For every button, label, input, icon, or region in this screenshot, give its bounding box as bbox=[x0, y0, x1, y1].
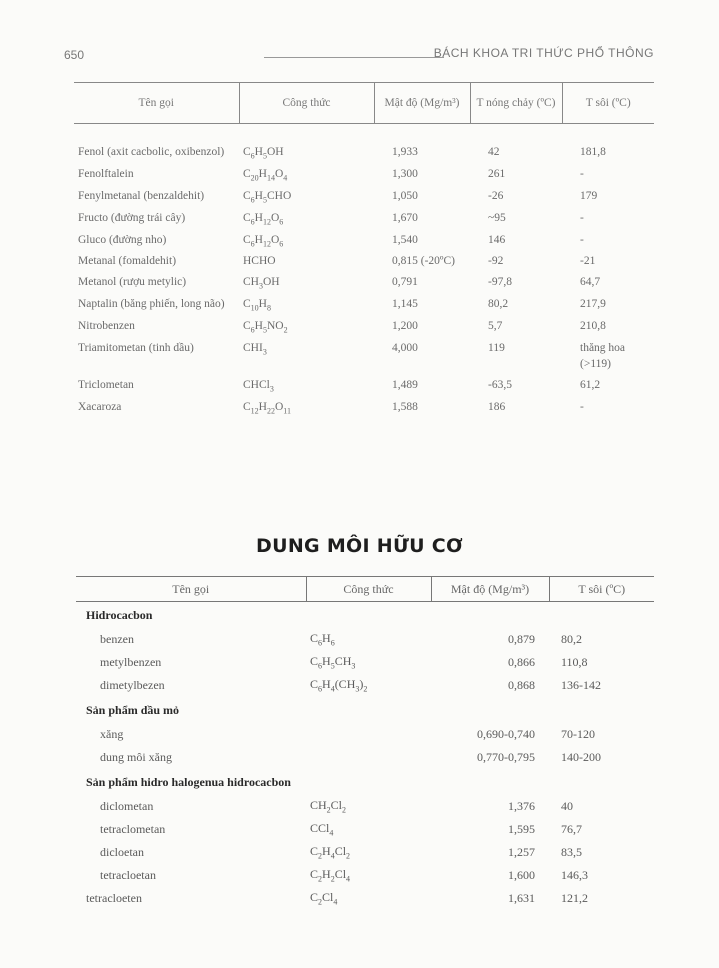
solvent-density: 0,866 bbox=[508, 655, 535, 669]
compound-density: 1,200 bbox=[392, 319, 418, 332]
solvent-name: tetraclometan bbox=[100, 822, 166, 836]
compound-density: 1,588 bbox=[392, 401, 418, 414]
compound-name: Fructo (đường trái cây) bbox=[78, 211, 186, 224]
solvent-formula: $C_2H_2Cl_4$ bbox=[310, 867, 351, 884]
solvent-formula: CCl$_4$ bbox=[310, 821, 334, 838]
solvent-density: 0,690-0,740 bbox=[477, 727, 535, 741]
compound-boiling: 179 bbox=[580, 189, 598, 202]
table-row bbox=[74, 397, 654, 419]
compound-name: Xacaroza bbox=[78, 401, 122, 414]
compound-name: Metanol (rượu metylic) bbox=[78, 276, 187, 289]
solvent-name: dimetylbezen bbox=[100, 678, 165, 692]
compound-melting: 119 bbox=[488, 341, 505, 354]
solvent-boiling: 83,5 bbox=[561, 845, 582, 859]
compound-boiling: 181,8 bbox=[580, 146, 606, 158]
compound-density: 1,300 bbox=[392, 167, 418, 180]
solvent-name: tetracloeten bbox=[86, 891, 142, 905]
col-density: Mật độ (Mg/m³) bbox=[431, 577, 549, 602]
compound-name: Metanal (fomaldehit) bbox=[78, 255, 177, 268]
compound-name: Nitrobenzen bbox=[78, 319, 135, 332]
compound-formula: $C_6H_5CHO$ bbox=[243, 189, 292, 205]
col-boiling: T sôi (ºC) bbox=[549, 577, 654, 602]
compound-density: 1,050 bbox=[392, 189, 418, 202]
compound-density: 1,145 bbox=[392, 298, 418, 311]
table-row bbox=[76, 864, 654, 887]
table-row bbox=[74, 294, 654, 316]
compound-formula: HCHO bbox=[243, 255, 276, 268]
compound-melting: -97,8 bbox=[488, 276, 512, 289]
table-row bbox=[74, 251, 654, 272]
table-row bbox=[74, 124, 654, 164]
compound-melting: 261 bbox=[488, 167, 506, 180]
solvent-formula: $C_6H_6$ bbox=[310, 631, 335, 648]
compound-name: Gluco (đường nho) bbox=[78, 233, 167, 246]
col-melting: T nóng chảy (ºC) bbox=[470, 83, 562, 124]
compound-name: Fenol (axit cacbolic, oxibenzol) bbox=[78, 146, 225, 158]
solvent-density: 1,600 bbox=[508, 868, 535, 882]
compound-density: 4,000 bbox=[392, 341, 418, 354]
solvent-name: dung môi xăng bbox=[100, 750, 172, 764]
table-row bbox=[74, 164, 654, 186]
header-rule bbox=[264, 57, 444, 58]
table-row bbox=[76, 841, 654, 864]
table-row bbox=[74, 316, 654, 338]
compound-boiling: 217,9 bbox=[580, 298, 606, 311]
table-row bbox=[76, 628, 654, 651]
solvent-name: metylbenzen bbox=[100, 655, 162, 669]
compound-boiling: - bbox=[580, 167, 584, 180]
compound-formula: $CH_3OH$ bbox=[243, 276, 280, 291]
solvent-name: benzen bbox=[100, 632, 134, 646]
solvent-boiling: 40 bbox=[561, 799, 573, 813]
group-row bbox=[76, 602, 654, 629]
solvent-formula: $CH_2Cl_2$ bbox=[310, 798, 347, 815]
col-density: Mật độ (Mg/m³) bbox=[374, 83, 470, 124]
compounds-table bbox=[74, 82, 654, 419]
table-row bbox=[76, 651, 654, 674]
table-row bbox=[74, 272, 654, 294]
compound-name: Fenolftalein bbox=[78, 167, 134, 180]
table-row bbox=[76, 795, 654, 818]
solvent-density: 1,595 bbox=[508, 822, 535, 836]
compound-boiling: - bbox=[580, 211, 584, 224]
solvent-formula: $C_6H_5CH_3$ bbox=[310, 654, 356, 671]
solvent-boiling: 110,8 bbox=[561, 655, 588, 669]
col-formula: Công thức bbox=[306, 577, 431, 602]
solvent-formula bbox=[306, 746, 431, 769]
table-row bbox=[76, 746, 654, 769]
solvent-name: tetracloetan bbox=[100, 868, 156, 882]
solvent-formula: $C_2Cl_4$ bbox=[310, 890, 338, 907]
compound-melting: 146 bbox=[488, 233, 506, 246]
compound-formula: $C_{12}H_{22}O_{11}$ bbox=[243, 401, 291, 416]
compound-name: Triamitometan (tinh dầu) bbox=[78, 341, 194, 354]
compound-density: 1,540 bbox=[392, 233, 418, 246]
compound-density: 0,791 bbox=[392, 276, 418, 289]
solvent-density: 1,257 bbox=[508, 845, 535, 859]
table-row bbox=[74, 375, 654, 397]
solvent-density: 0,879 bbox=[508, 632, 535, 646]
compound-melting: -92 bbox=[488, 255, 504, 268]
compound-density: 0,815 (-20ºC) bbox=[392, 255, 455, 268]
compound-name: Triclometan bbox=[78, 379, 134, 392]
solvent-boiling: 70-120 bbox=[561, 727, 595, 741]
table-row bbox=[76, 674, 654, 697]
col-name: Tên gọi bbox=[74, 83, 239, 124]
solvent-boiling: 136-142 bbox=[561, 678, 601, 692]
compound-formula: $C_6H_5NO_2$ bbox=[243, 319, 288, 335]
compound-formula: $C_{20}H_{14}O_4$ bbox=[243, 167, 288, 183]
compound-boiling: - bbox=[580, 233, 584, 246]
solvent-name: diclometan bbox=[100, 799, 154, 813]
compound-melting: ~95 bbox=[488, 211, 506, 224]
table-row bbox=[76, 887, 654, 910]
solvent-boiling: 80,2 bbox=[561, 632, 582, 646]
solvent-density: 1,376 bbox=[508, 799, 535, 813]
group-title: Sản phẩm dầu mỏ bbox=[86, 702, 180, 717]
compound-melting: 80,2 bbox=[488, 298, 509, 311]
compound-formula: $CHI_3$ bbox=[243, 341, 267, 357]
compound-boiling: thăng hoa (>119) bbox=[580, 341, 626, 371]
compound-melting: 186 bbox=[488, 401, 506, 414]
group-row bbox=[76, 697, 654, 723]
compound-melting: -26 bbox=[488, 189, 504, 202]
solvent-name: xăng bbox=[100, 727, 124, 741]
compound-melting: 5,7 bbox=[488, 319, 503, 332]
solvent-formula: $C_6H_4(CH_3)_2$ bbox=[310, 677, 368, 694]
page-header bbox=[64, 44, 654, 64]
col-formula: Công thức bbox=[239, 83, 374, 124]
solvent-boiling: 146,3 bbox=[561, 868, 588, 882]
compound-boiling: 61,2 bbox=[580, 379, 601, 392]
group-title: Sản phẩm hidro halogenua hidrocacbon bbox=[86, 774, 291, 789]
table-row bbox=[74, 338, 654, 375]
solvent-formula bbox=[306, 723, 431, 746]
compound-formula: CHCl$_3$ bbox=[243, 379, 274, 394]
solvent-density: 0,868 bbox=[508, 678, 535, 692]
compound-density: 1,489 bbox=[392, 379, 418, 392]
solvent-density: 1,631 bbox=[508, 891, 535, 905]
solvent-boiling: 140-200 bbox=[561, 750, 601, 764]
solvent-boiling: 76,7 bbox=[561, 822, 582, 836]
compound-boiling: - bbox=[580, 401, 584, 414]
page-number: 650 bbox=[64, 48, 85, 62]
group-title: Hidrocacbon bbox=[86, 607, 153, 622]
compound-formula: $C_6H_5OH$ bbox=[243, 146, 284, 161]
table-row bbox=[74, 230, 654, 252]
compound-boiling: 210,8 bbox=[580, 319, 606, 332]
compound-formula: $C_{10}H_8$ bbox=[243, 298, 271, 313]
solvent-density: 0,770-0,795 bbox=[477, 750, 535, 764]
compound-melting: 42 bbox=[488, 146, 500, 158]
compound-density: 1,933 bbox=[392, 146, 418, 158]
book-title: BÁCH KHOA TRI THỨC PHỔ THÔNG bbox=[433, 46, 654, 60]
solvent-boiling: 121,2 bbox=[561, 891, 588, 905]
solvent-name: dicloetan bbox=[100, 845, 144, 859]
section-title: DUNG MÔI HỮU CƠ bbox=[256, 535, 463, 557]
compound-formula: $C_6H_{12}O_6$ bbox=[243, 211, 284, 226]
table-row bbox=[74, 186, 654, 208]
compound-boiling: -21 bbox=[580, 255, 596, 268]
compound-density: 1,670 bbox=[392, 211, 418, 224]
table-row bbox=[74, 208, 654, 230]
compound-formula: $C_6H_{12}O_6$ bbox=[243, 233, 284, 248]
compound-name: Fenylmetanal (benzaldehit) bbox=[78, 189, 205, 202]
compound-boiling: 64,7 bbox=[580, 276, 601, 289]
solvents-table bbox=[76, 576, 654, 910]
col-name: Tên gọi bbox=[76, 577, 306, 602]
table-row bbox=[76, 818, 654, 841]
col-boiling: T sôi (ºC) bbox=[562, 83, 654, 124]
table-row bbox=[76, 723, 654, 746]
compound-name: Naptalin (băng phiến, long não) bbox=[78, 298, 225, 311]
solvent-formula: $C_2H_4Cl_2$ bbox=[310, 844, 351, 861]
group-row bbox=[76, 769, 654, 795]
compound-melting: -63,5 bbox=[488, 379, 512, 392]
